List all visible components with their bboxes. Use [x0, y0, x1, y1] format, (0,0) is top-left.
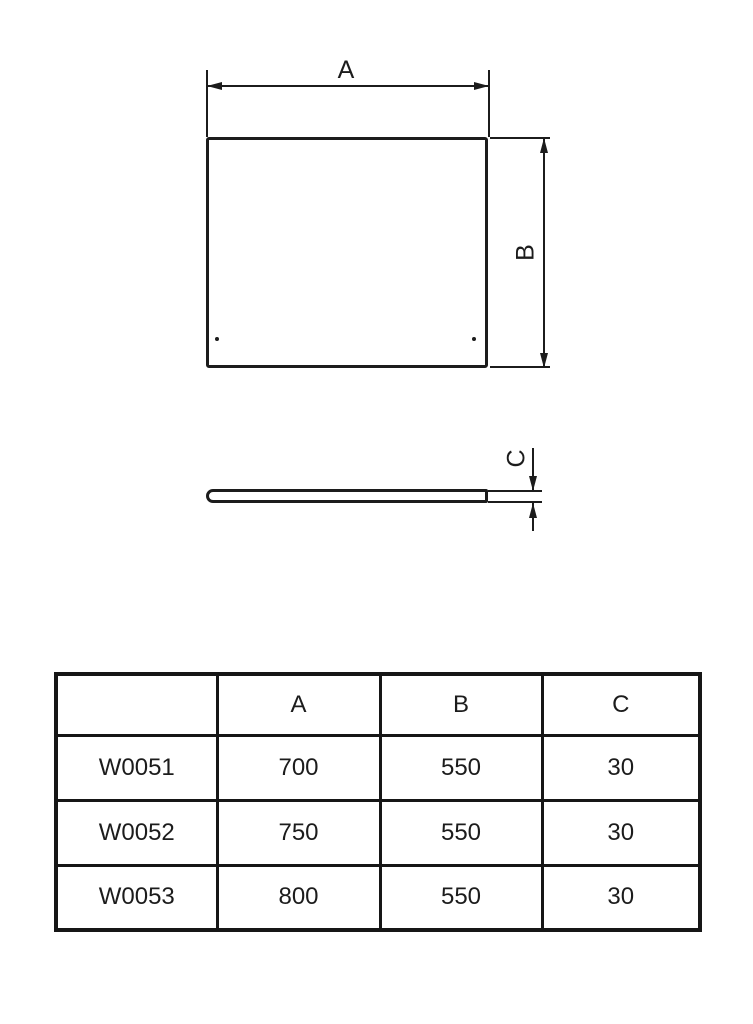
dim-a-arrow-left-icon [207, 82, 222, 90]
table-row [56, 735, 700, 800]
value-cell-b: 550 [380, 865, 542, 930]
value-cell-c: 30 [542, 865, 700, 930]
model-cell: W0053 [56, 865, 217, 930]
header-cell-c: C [542, 674, 700, 735]
value-cell-a: 800 [217, 865, 380, 930]
dim-c-arrow-up-icon [529, 503, 537, 518]
model-cell: W0051 [56, 735, 217, 800]
dim-a-extension-line-left [206, 70, 208, 137]
dim-c-arrow-down-icon [529, 476, 537, 491]
value-cell-a: 700 [217, 735, 380, 800]
panel-top-view-outline [206, 137, 488, 368]
model-cell: W0052 [56, 800, 217, 865]
dim-b-label: B [511, 244, 540, 261]
table-row [56, 865, 700, 930]
value-cell-c: 30 [542, 800, 700, 865]
dim-c-label: C [502, 449, 531, 468]
spec-table [54, 672, 702, 932]
dim-a-extension-line-right [488, 70, 490, 137]
value-cell-b: 550 [380, 735, 542, 800]
panel-side-view-outline [206, 489, 488, 503]
header-cell-model [56, 674, 217, 735]
header-cell-a: A [217, 674, 380, 735]
corner-dot-right [472, 337, 476, 341]
value-cell-a: 750 [217, 800, 380, 865]
dim-b-line [543, 139, 545, 367]
dim-a-line [208, 85, 488, 87]
table-row [56, 800, 700, 865]
header-cell-b: B [380, 674, 542, 735]
value-cell-b: 550 [380, 800, 542, 865]
dim-a-label: A [337, 56, 355, 84]
dim-b-arrow-top-icon [540, 138, 548, 153]
dim-a-arrow-right-icon [474, 82, 489, 90]
corner-dot-left [215, 337, 219, 341]
dim-b-arrow-bottom-icon [540, 353, 548, 368]
value-cell-c: 30 [542, 735, 700, 800]
table-header-row [56, 674, 700, 735]
